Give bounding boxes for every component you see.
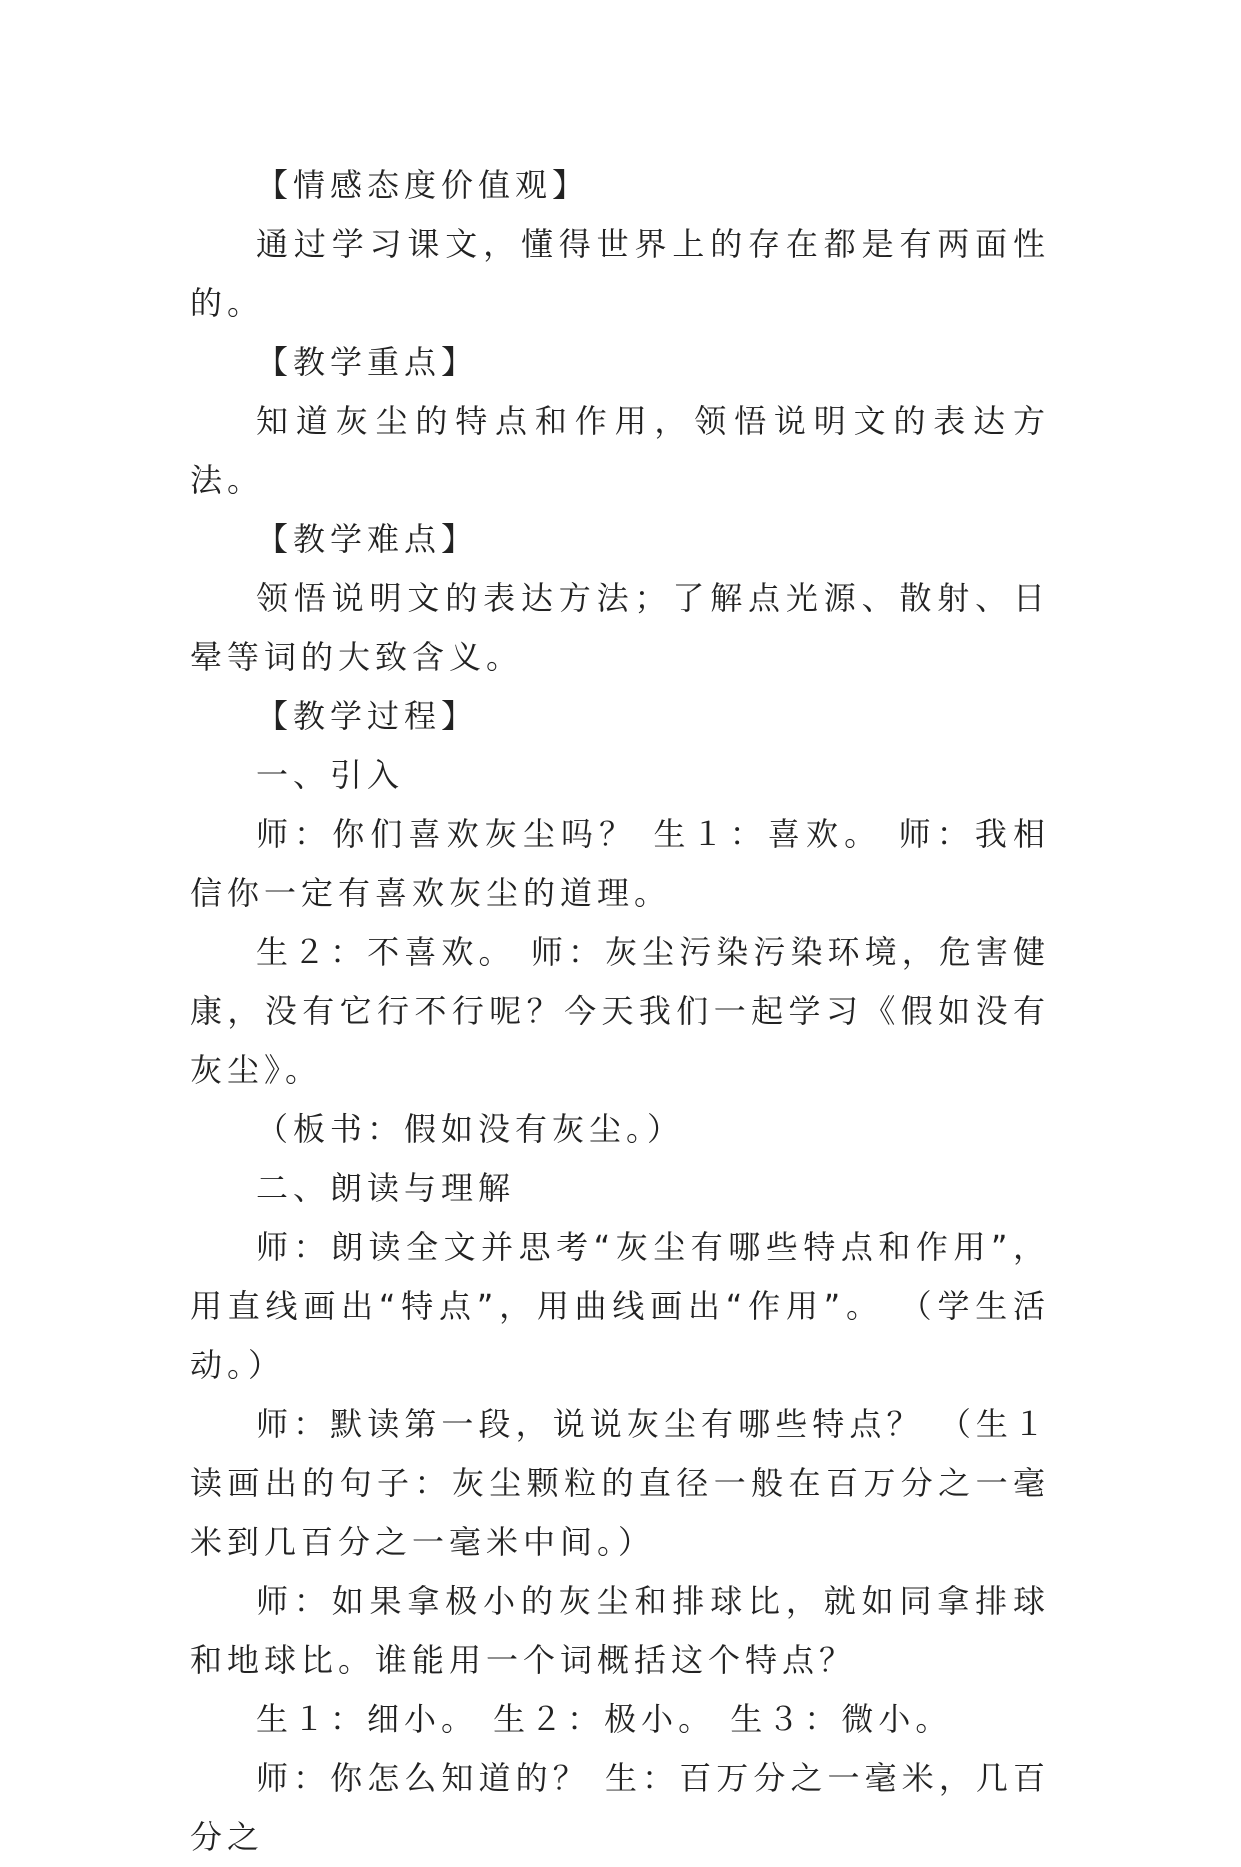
section-heading-emotion-values: 【情感态度价值观】 (256, 166, 590, 204)
paragraph: 知道灰尘的特点和作用，领悟说明文的表达方法。 (190, 402, 1050, 499)
section-heading-process: 【教学过程】 (256, 697, 479, 735)
paragraph: 师：如果拿极小的灰尘和排球比，就如同拿排球和地球比。谁能用一个词概括这个特点？ (190, 1582, 1050, 1679)
subheading-reading: 二、朗读与理解 (256, 1169, 516, 1207)
paragraph: （板书：假如没有灰尘。） (256, 1110, 685, 1148)
paragraph: 师：你们喜欢灰尘吗？ 生１：喜欢。 师：我相信你一定有喜欢灰尘的道理。 (190, 815, 1050, 912)
paragraph: 通过学习课文，懂得世界上的存在都是有两面性的。 (190, 225, 1050, 322)
section-heading-difficulties: 【教学难点】 (256, 520, 479, 558)
paragraph: 师：朗读全文并思考“灰尘有哪些特点和作用”，用直线画出“特点”，用曲线画出“作用”。 （学生活动。） (190, 1228, 1050, 1384)
paragraph: 师：你怎么知道的？ 生：百万分之一毫米，几百分之 (190, 1759, 1050, 1856)
paragraph: 领悟说明文的表达方法；了解点光源、散射、日晕等词的大致含义。 (190, 579, 1050, 676)
section-heading-key-points: 【教学重点】 (256, 343, 479, 381)
paragraph: 生１：细小。 生２：极小。 生３：微小。 (256, 1700, 953, 1738)
paragraph: 师：默读第一段，说说灰尘有哪些特点？ （生１读画出的句子：灰尘颗粒的直径一般在百万分之一毫米到几百分之一毫米中间。） (190, 1405, 1050, 1561)
document-page (190, 156, 1050, 1867)
subheading-intro: 一、引入 (256, 756, 405, 794)
paragraph: 生２：不喜欢。 师：灰尘污染污染环境，危害健康，没有它行不行呢？今天我们一起学习《假如没有灰尘》。 (190, 933, 1050, 1089)
